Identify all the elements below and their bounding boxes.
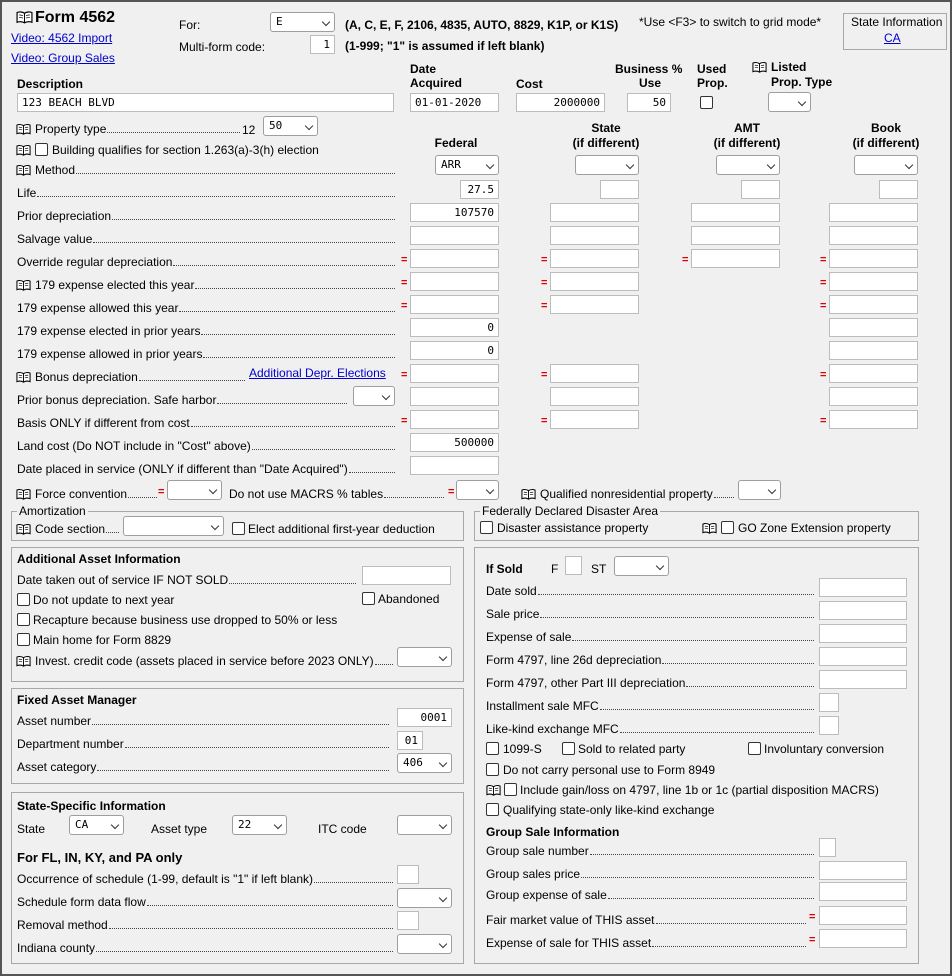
used-prop-header-2: Prop. bbox=[697, 76, 728, 90]
e179-elected-label: 179 expense elected this year bbox=[35, 278, 395, 292]
disaster-assistance-checkbox[interactable] bbox=[480, 521, 493, 534]
code-section-select[interactable] bbox=[123, 516, 224, 536]
fl-in-ky-pa-title: For FL, IN, KY, and PA only bbox=[17, 850, 183, 865]
expense-this-asset-input[interactable] bbox=[819, 929, 907, 948]
f4797-other-input[interactable] bbox=[819, 670, 907, 689]
override-federal-required: = bbox=[401, 254, 408, 266]
f4797-other-label: Form 4797, other Part III depreciation bbox=[486, 676, 814, 690]
state-column-header-2: (if different) bbox=[572, 136, 640, 150]
state-information-link[interactable]: CA bbox=[884, 31, 901, 45]
asset-category-label: Asset category bbox=[17, 760, 389, 774]
book-column-header-1: Book bbox=[871, 121, 901, 135]
book-column-header-2: (if different) bbox=[852, 136, 920, 150]
method-book-select[interactable] bbox=[854, 155, 918, 175]
date-out-of-service-input[interactable] bbox=[362, 566, 451, 585]
date-out-of-service-label: Date taken out of service IF NOT SOLD bbox=[17, 573, 356, 587]
date-placed-input[interactable] bbox=[410, 456, 499, 475]
date-acquired-header-2: Acquired bbox=[410, 76, 463, 90]
invest-credit-select[interactable] bbox=[397, 647, 452, 667]
state-select[interactable]: CA bbox=[69, 815, 124, 835]
sold-related-checkbox[interactable] bbox=[562, 742, 575, 755]
main-home-checkbox[interactable] bbox=[17, 633, 30, 646]
go-zone-checkbox[interactable] bbox=[721, 521, 734, 534]
no-macrs-required: = bbox=[448, 486, 455, 498]
e179-elected-state-input[interactable] bbox=[550, 272, 639, 291]
e179-elected-federal-input[interactable] bbox=[410, 272, 499, 291]
qualifying-state-checkbox[interactable] bbox=[486, 803, 499, 816]
book-icon[interactable] bbox=[16, 144, 31, 156]
force-convention-label: Force convention bbox=[35, 487, 157, 501]
listed-prop-header-2: Prop. Type bbox=[771, 75, 833, 89]
override-book-input[interactable] bbox=[829, 249, 918, 268]
life-state-input[interactable] bbox=[600, 180, 639, 199]
override-amt-required: = bbox=[682, 254, 689, 266]
basis-federal-required: = bbox=[401, 415, 408, 427]
e179-allowed-federal-input[interactable] bbox=[410, 295, 499, 314]
no-update-label: Do not update to next year bbox=[33, 593, 175, 607]
schedule-flow-select[interactable] bbox=[397, 888, 452, 908]
installment-sale-input[interactable] bbox=[819, 693, 839, 712]
group-sales-price-input[interactable] bbox=[819, 861, 907, 880]
f-input[interactable] bbox=[565, 556, 582, 575]
group-expense-input[interactable] bbox=[819, 882, 907, 901]
amortization-title: Amortization bbox=[19, 504, 86, 518]
schedule-flow-label: Schedule form data flow bbox=[17, 895, 393, 909]
prior-bonus-book-input[interactable] bbox=[829, 387, 918, 406]
life-amt-input[interactable] bbox=[741, 180, 780, 199]
override-amt-input[interactable] bbox=[691, 249, 780, 268]
f-label: F bbox=[551, 562, 559, 576]
involuntary-conversion-label: Involuntary conversion bbox=[764, 742, 885, 756]
no-carry-personal-checkbox[interactable] bbox=[486, 763, 499, 776]
force-convention-required: = bbox=[158, 486, 165, 498]
cost-input[interactable]: 2000000 bbox=[516, 93, 605, 112]
basis-state-input[interactable] bbox=[550, 410, 639, 429]
salvage-amt-input[interactable] bbox=[691, 226, 780, 245]
federal-column-header: Federal bbox=[434, 136, 478, 150]
state-label: State bbox=[17, 822, 46, 836]
book-icon[interactable] bbox=[16, 279, 31, 291]
prior-depreciation-state-input[interactable] bbox=[550, 203, 639, 222]
life-federal-input[interactable]: 27.5 bbox=[460, 180, 499, 199]
itc-code-label: ITC code bbox=[318, 822, 367, 836]
group-sale-number-input[interactable] bbox=[819, 838, 836, 857]
include-gain-checkbox[interactable] bbox=[504, 783, 517, 796]
qualified-nonresidential-select[interactable] bbox=[738, 480, 781, 500]
e179-allowed-label: 179 expense allowed this year bbox=[17, 301, 395, 315]
for-select[interactable]: E bbox=[270, 12, 335, 32]
video-4562-import-link[interactable]: Video: 4562 Import bbox=[11, 31, 113, 45]
safe-harbor-select[interactable] bbox=[353, 386, 395, 406]
f4797-26d-input[interactable] bbox=[819, 647, 907, 666]
no-macrs-select[interactable] bbox=[456, 480, 499, 500]
force-convention-select[interactable] bbox=[167, 480, 222, 500]
date-sold-label: Date sold bbox=[486, 584, 814, 598]
salvage-value-label: Salvage value bbox=[17, 232, 395, 246]
bonus-state-required: = bbox=[541, 369, 548, 381]
prior-bonus-federal-input[interactable] bbox=[410, 387, 499, 406]
sale-price-input[interactable] bbox=[819, 601, 907, 620]
e179-elected-state-required: = bbox=[541, 277, 548, 289]
removal-method-label: Removal method bbox=[17, 918, 393, 932]
asset-type-label: Asset type bbox=[151, 822, 208, 836]
code-section-label: Code section bbox=[35, 522, 119, 536]
abandoned-label: Abandoned bbox=[378, 592, 440, 606]
bonus-federal-input[interactable] bbox=[410, 364, 499, 383]
like-kind-input[interactable] bbox=[819, 716, 839, 735]
state-column-header-1: State bbox=[591, 121, 621, 135]
method-state-select[interactable] bbox=[575, 155, 639, 175]
life-book-input[interactable] bbox=[879, 180, 918, 199]
amt-column-header-1: AMT bbox=[734, 121, 760, 135]
property-type-label: Property type bbox=[35, 122, 240, 136]
e179-allowed-state-required: = bbox=[541, 300, 548, 312]
property-type-number: 12 bbox=[242, 123, 256, 137]
basis-state-required: = bbox=[541, 415, 548, 427]
bonus-book-input[interactable] bbox=[829, 364, 918, 383]
business-use-header-1: Business % bbox=[615, 62, 683, 76]
elect-first-year-checkbox[interactable] bbox=[232, 522, 245, 535]
removal-method-input[interactable] bbox=[397, 911, 419, 930]
department-number-input[interactable]: 01 bbox=[397, 731, 423, 750]
book-icon[interactable] bbox=[16, 10, 33, 24]
asset-type-select[interactable]: 22 bbox=[232, 815, 287, 835]
book-icon[interactable] bbox=[16, 164, 31, 176]
qualified-nonresidential-label: Qualified nonresidential property bbox=[540, 487, 734, 501]
expense-of-sale-input[interactable] bbox=[819, 624, 907, 643]
listed-prop-header-1: Listed bbox=[771, 60, 807, 74]
date-placed-label: Date placed in service (ONLY if different than "Date Acquired") bbox=[17, 462, 395, 476]
description-header: Description bbox=[17, 77, 84, 91]
listed-prop-type-select[interactable] bbox=[768, 92, 811, 112]
book-icon[interactable] bbox=[16, 655, 31, 667]
multi-form-code-hint: (1-999; "1" is assumed if left blank) bbox=[345, 39, 545, 53]
disaster-assistance-label: Disaster assistance property bbox=[497, 521, 649, 535]
installment-sale-label: Installment sale MFC bbox=[486, 699, 814, 713]
asset-number-label: Asset number bbox=[17, 714, 389, 728]
additional-depr-elections-link[interactable]: Additional Depr. Elections bbox=[249, 366, 386, 380]
group-sales-price-label: Group sales price bbox=[486, 867, 814, 881]
book-icon[interactable] bbox=[486, 784, 501, 796]
group-sale-number-label: Group sale number bbox=[486, 844, 814, 858]
e179-prior-elected-book-input[interactable] bbox=[829, 318, 918, 337]
additional-asset-title: Additional Asset Information bbox=[17, 552, 181, 566]
salvage-federal-input[interactable] bbox=[410, 226, 499, 245]
form-title: Form 4562 bbox=[35, 9, 116, 26]
fixed-asset-manager-title: Fixed Asset Manager bbox=[17, 693, 137, 707]
asset-number-input[interactable]: 0001 bbox=[397, 708, 452, 727]
prior-bonus-label: Prior bonus depreciation. Safe harbor bbox=[17, 393, 347, 407]
prior-depreciation-amt-input[interactable] bbox=[691, 203, 780, 222]
date-sold-input[interactable] bbox=[819, 578, 907, 597]
expense-of-sale-label: Expense of sale bbox=[486, 630, 814, 644]
video-group-sales-link[interactable]: Video: Group Sales bbox=[11, 51, 115, 65]
salvage-book-input[interactable] bbox=[829, 226, 918, 245]
life-label: Life bbox=[17, 186, 395, 200]
disaster-area-title: Federally Declared Disaster Area bbox=[482, 504, 659, 518]
cost-header: Cost bbox=[516, 77, 543, 91]
basis-only-label: Basis ONLY if different from cost bbox=[17, 416, 395, 430]
asset-category-select[interactable]: 406 bbox=[397, 753, 452, 773]
book-icon[interactable] bbox=[16, 371, 31, 383]
recapture-checkbox[interactable] bbox=[17, 613, 30, 626]
go-zone-label: GO Zone Extension property bbox=[738, 521, 891, 535]
state-information-label: State Information bbox=[851, 15, 943, 29]
multi-form-code-input[interactable]: 1 bbox=[310, 35, 335, 54]
itc-code-select[interactable] bbox=[397, 815, 452, 835]
e179-elected-book-required: = bbox=[820, 277, 827, 289]
sold-related-label: Sold to related party bbox=[578, 742, 686, 756]
group-expense-label: Group expense of sale bbox=[486, 888, 814, 902]
st-label: ST bbox=[591, 562, 607, 576]
main-home-label: Main home for Form 8829 bbox=[33, 633, 172, 647]
e179-prior-allowed-label: 179 expense allowed in prior years bbox=[17, 347, 395, 361]
override-book-required: = bbox=[820, 254, 827, 266]
include-gain-label: Include gain/loss on 4797, line 1b or 1c (partial disposition MACRS) bbox=[520, 783, 879, 797]
prior-bonus-state-input[interactable] bbox=[550, 387, 639, 406]
e179-allowed-book-required: = bbox=[820, 300, 827, 312]
fmv-required: = bbox=[809, 911, 816, 923]
expense-this-asset-label: Expense of sale for THIS asset bbox=[486, 936, 806, 950]
prior-depreciation-label: Prior depreciation bbox=[17, 209, 395, 223]
method-label: Method bbox=[35, 163, 395, 177]
business-use-input[interactable]: 50 bbox=[627, 93, 671, 112]
salvage-state-input[interactable] bbox=[550, 226, 639, 245]
date-acquired-input[interactable]: 01-01-2020 bbox=[410, 93, 499, 112]
book-icon[interactable] bbox=[521, 488, 536, 500]
e179-allowed-state-input[interactable] bbox=[550, 295, 639, 314]
1099s-label: 1099-S bbox=[503, 742, 542, 756]
prior-depreciation-federal-input[interactable]: 107570 bbox=[410, 203, 499, 222]
1099s-checkbox[interactable] bbox=[486, 742, 499, 755]
amt-column-header-2: (if different) bbox=[713, 136, 781, 150]
f4797-26d-label: Form 4797, line 26d depreciation bbox=[486, 653, 814, 667]
e179-elected-book-input[interactable] bbox=[829, 272, 918, 291]
fmv-this-asset-label: Fair market value of THIS asset bbox=[486, 913, 806, 927]
state-specific-title: State-Specific Information bbox=[17, 799, 166, 813]
basis-book-required: = bbox=[820, 415, 827, 427]
book-icon[interactable] bbox=[16, 523, 31, 535]
book-icon[interactable] bbox=[16, 123, 31, 135]
abandoned-checkbox[interactable] bbox=[362, 592, 375, 605]
indiana-county-select[interactable] bbox=[397, 934, 452, 954]
property-type-select[interactable]: 50 bbox=[263, 116, 318, 136]
book-icon[interactable] bbox=[16, 488, 31, 500]
fmv-this-asset-input[interactable] bbox=[819, 906, 907, 925]
book-icon[interactable] bbox=[752, 61, 767, 73]
bonus-book-required: = bbox=[820, 369, 827, 381]
st-select[interactable] bbox=[614, 556, 669, 576]
used-prop-checkbox[interactable] bbox=[700, 96, 713, 109]
indiana-county-label: Indiana county bbox=[17, 941, 393, 955]
e179-prior-allowed-book-input[interactable] bbox=[829, 341, 918, 360]
for-label: For: bbox=[179, 18, 201, 32]
group-sale-title: Group Sale Information bbox=[486, 825, 620, 839]
override-depreciation-label: Override regular depreciation bbox=[17, 255, 395, 269]
no-macrs-label: Do not use MACRS % tables bbox=[229, 487, 444, 501]
basis-federal-input[interactable] bbox=[410, 410, 499, 429]
multi-form-code-label: Multi-form code: bbox=[179, 40, 266, 54]
land-cost-label: Land cost (Do NOT include in "Cost" above) bbox=[17, 439, 395, 453]
e179-elected-federal-required: = bbox=[401, 277, 408, 289]
invest-credit-label: Invest. credit code (assets placed in service before 2023 ONLY) bbox=[35, 654, 393, 668]
like-kind-label: Like-kind exchange MFC bbox=[486, 722, 814, 736]
occurrence-input[interactable] bbox=[397, 865, 419, 884]
used-prop-header-1: Used bbox=[697, 62, 727, 76]
expense-this-required: = bbox=[809, 934, 816, 946]
business-use-header-2: Use bbox=[639, 76, 662, 90]
department-number-label: Department number bbox=[17, 737, 389, 751]
building-qualifies-checkbox[interactable] bbox=[35, 143, 48, 156]
book-icon[interactable] bbox=[702, 522, 717, 534]
elect-first-year-label: Elect additional first-year deduction bbox=[248, 522, 435, 536]
e179-allowed-book-input[interactable] bbox=[829, 295, 918, 314]
if-sold-title: If Sold bbox=[486, 562, 523, 576]
grid-mode-hint: *Use <F3> to switch to grid mode* bbox=[639, 15, 822, 29]
e179-prior-allowed-federal-input[interactable]: 0 bbox=[410, 341, 499, 360]
qualifying-state-label: Qualifying state-only like-kind exchange bbox=[503, 803, 715, 817]
basis-book-input[interactable] bbox=[829, 410, 918, 429]
e179-allowed-federal-required: = bbox=[401, 300, 408, 312]
sale-price-label: Sale price bbox=[486, 607, 814, 621]
bonus-federal-required: = bbox=[401, 369, 408, 381]
for-hint: (A, C, E, F, 2106, 4835, AUTO, 8829, K1P, or K1S) bbox=[345, 18, 619, 32]
e179-prior-elected-federal-input[interactable]: 0 bbox=[410, 318, 499, 337]
involuntary-conversion-checkbox[interactable] bbox=[748, 742, 761, 755]
date-acquired-header-1: Date bbox=[410, 62, 437, 76]
occurrence-label: Occurrence of schedule (1-99, default is "1" if left blank) bbox=[17, 872, 393, 886]
bonus-state-input[interactable] bbox=[550, 364, 639, 383]
no-carry-personal-label: Do not carry personal use to Form 8949 bbox=[503, 763, 716, 777]
no-update-checkbox[interactable] bbox=[17, 593, 30, 606]
override-state-required: = bbox=[541, 254, 548, 266]
e179-prior-elected-label: 179 expense elected in prior years bbox=[17, 324, 395, 338]
override-federal-input[interactable] bbox=[410, 249, 499, 268]
method-federal-select[interactable]: ARR bbox=[435, 155, 499, 175]
building-qualifies-label: Building qualifies for section 1.263(a)-3(h) election bbox=[52, 143, 319, 157]
prior-depreciation-book-input[interactable] bbox=[829, 203, 918, 222]
override-state-input[interactable] bbox=[550, 249, 639, 268]
recapture-label: Recapture because business use dropped to 50% or less bbox=[33, 613, 338, 627]
bonus-depreciation-label: Bonus depreciation bbox=[35, 370, 245, 384]
description-input[interactable]: 123 BEACH BLVD bbox=[17, 93, 394, 112]
land-cost-federal-input[interactable]: 500000 bbox=[410, 433, 499, 452]
method-amt-select[interactable] bbox=[716, 155, 780, 175]
